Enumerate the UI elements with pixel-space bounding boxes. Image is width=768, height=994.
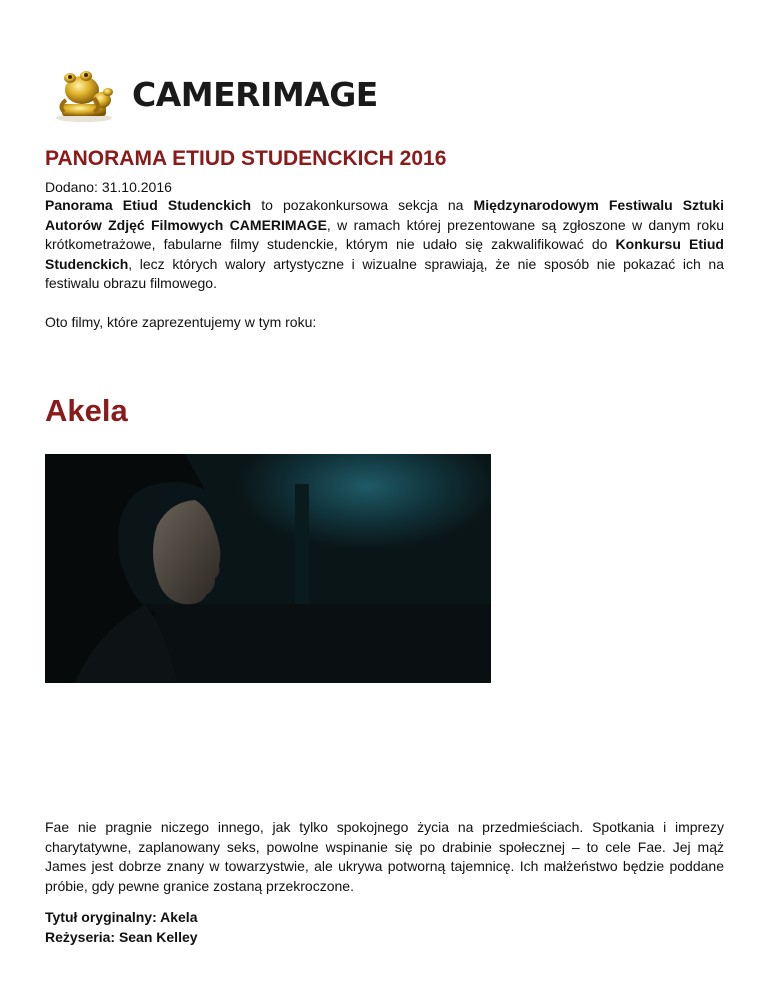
film-credits bbox=[45, 908, 198, 947]
date-label: Dodano: bbox=[45, 179, 98, 195]
original-title-label: Tytuł oryginalny: bbox=[45, 909, 157, 925]
intro-paragraph bbox=[45, 196, 724, 294]
original-title-value: Akela bbox=[160, 909, 198, 925]
golden-frog-icon bbox=[48, 64, 124, 124]
intro-text-3: , lecz których walory artystyczne i wizualne sprawiają, że nie sposób nie pokazać ich na festiwalu obrazu filmowego. bbox=[45, 255, 724, 291]
film-description: Fae nie pragnie niczego innego, jak tylko spokojnego życia na przedmieściach. Spotkania i imprezy charytatywne, zaplanowany seks, powolne wspinanie się po drabinie społecznej – to cele Fae. Jej mąż James jest dobrze znany w towarzystwie, ale ukrywa potworną tajemnicę. Ich małżeństwo będzie poddane próbie, gdy pewne granice zostaną przekroczone. bbox=[45, 819, 724, 894]
intro-bold-section-name: Panorama Etiud Studenckich bbox=[45, 197, 252, 213]
page-title: PANORAMA ETIUD STUDENCKICH 2016 bbox=[45, 147, 447, 170]
film-still-image bbox=[45, 454, 491, 683]
film-title: Akela bbox=[45, 393, 128, 428]
director-label: Reżyseria: bbox=[45, 928, 116, 945]
date-value: 31.10.2016 bbox=[101, 179, 172, 195]
intro-text-2: , w ramach której prezentowane są zgłoszone w danym roku krótkometrażowe, fabularne filmy studenckie, którym nie udało się zakwalifikować do bbox=[45, 216, 724, 252]
original-title-row bbox=[45, 908, 198, 928]
director-row bbox=[45, 928, 198, 948]
film-still-scene bbox=[45, 454, 491, 683]
publish-date bbox=[45, 178, 172, 197]
intro-bold-competition-name: Konkursu Etiud Studenckich bbox=[45, 236, 724, 272]
intro-text-1: to pozakonkursowa sekcja na bbox=[251, 197, 474, 213]
director-value: Sean Kelley bbox=[118, 928, 198, 945]
films-lead-text: Oto filmy, które zaprezentujemy w tym roku: bbox=[45, 314, 317, 330]
intro-bold-festival-name: Międzynarodowym Festiwalu Sztuki Autorów Zdjęć Filmowych CAMERIMAGE bbox=[45, 197, 724, 233]
camerimage-logo[interactable] bbox=[48, 64, 378, 124]
logo-wordmark: CAMERIMAGE bbox=[132, 74, 378, 114]
